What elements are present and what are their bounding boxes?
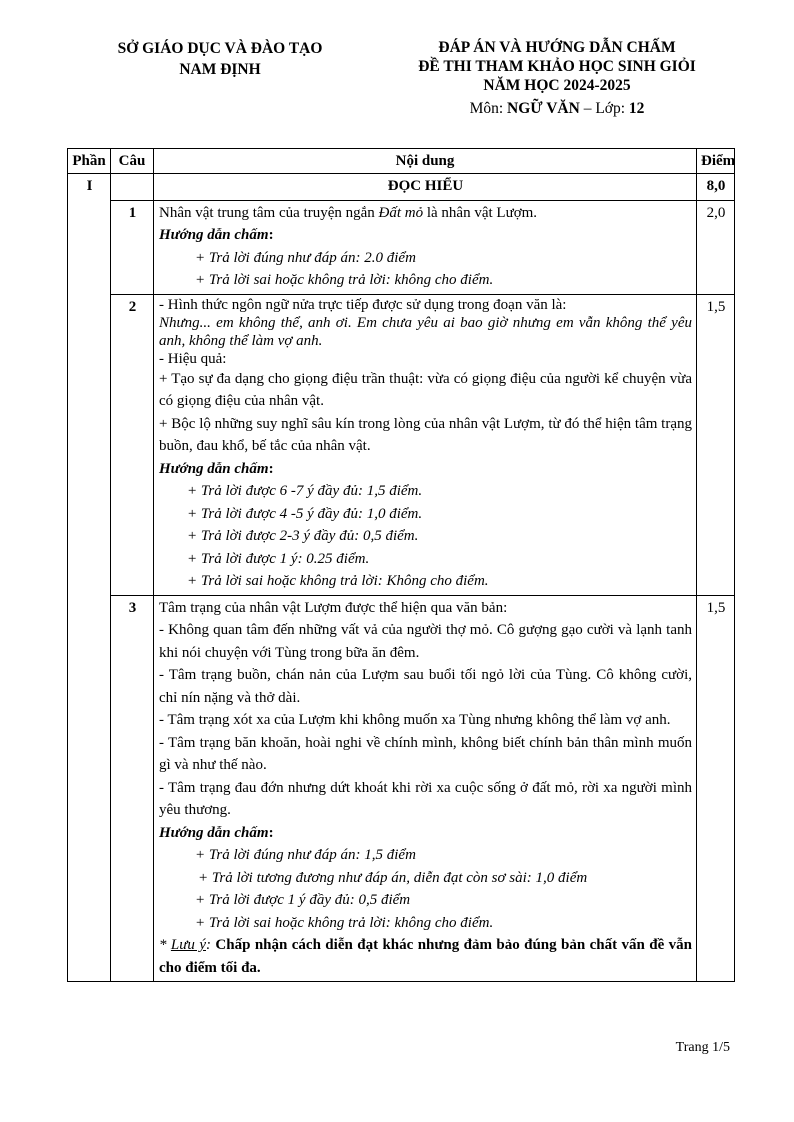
guide-heading: [159, 458, 692, 481]
section-empty-cell: [111, 174, 154, 201]
guide-title: Hướng dẫn chấm: [159, 824, 269, 841]
answer-intro: Tâm trạng của nhân vật Lượm được thể hiện qua văn bản:: [159, 599, 508, 616]
guide-item: + Trả lời được 4 -5 ý đầy đủ: 1,0 điểm.: [187, 505, 423, 522]
grade-value: 12: [628, 100, 645, 117]
answer-text: [159, 202, 692, 225]
table-header-row: [68, 149, 735, 174]
guide-item: + Trả lời sai hoặc không trả lời: không cho điểm.: [195, 272, 494, 288]
effect-item: + Bộc lộ những suy nghĩ sâu kín trong lòng của nhân vật Lượm, từ đó thể hiện tâm trạng buồn, đau khổ, bế tắc của nhân vật.: [159, 415, 692, 454]
question-row-2: [68, 294, 735, 595]
section-row: [68, 174, 735, 201]
subject-sep: – Lớp:: [579, 100, 629, 117]
guide-item: + Trả lời đúng như đáp án: 1,5 điểm: [195, 847, 416, 863]
guide-heading: [159, 224, 692, 247]
doc-title-line-1: ĐÁP ÁN VÀ HƯỚNG DẪN CHẤM: [438, 39, 676, 56]
issuer-line-2: NAM ĐỊNH: [179, 61, 261, 78]
question-row-3: [68, 595, 735, 982]
section-score: 8,0: [697, 174, 735, 201]
subject-name: NGỮ VĂN: [507, 100, 580, 117]
subject-line: [372, 99, 742, 118]
doc-title-line-3: NĂM HỌC 2024-2025: [483, 77, 631, 94]
work-title: Đất mỏ: [378, 204, 424, 221]
note-text: Chấp nhận cách diễn đạt khác nhưng đảm bảo đúng bản chất vấn đề vẫn cho điểm tối đa.: [159, 937, 693, 976]
question-number: 3: [111, 595, 154, 982]
question-score: 2,0: [697, 200, 735, 294]
section-part: I: [68, 174, 111, 982]
col-content-header: Nội dung: [154, 149, 697, 174]
answer-bullet: - Tâm trạng đau đớn nhưng dứt khoát khi rời xa cuộc sống ở đất mỏ, rời xa người mình yêu thương.: [159, 779, 692, 818]
note-paragraph: [159, 934, 692, 979]
col-question-header: Câu: [111, 149, 154, 174]
question-content: [154, 200, 697, 294]
answer-bullet: - Tâm trạng buồn, chán nản của Lượm sau buổi tối ngỏ lời của Tùng. Cô không cười, chỉ nín nặng và thở dài.: [159, 667, 692, 706]
answer-suffix: là nhân vật Lượm.: [423, 204, 538, 221]
guide-title: Hướng dẫn chấm: [159, 460, 269, 477]
note-colon: :: [206, 937, 216, 953]
guide-item: + Trả lời sai hoặc không trả lời: không cho điểm.: [195, 914, 494, 931]
col-part-header: Phần: [68, 149, 111, 174]
guide-title: Hướng dẫn chấm: [159, 227, 269, 243]
doc-title-line-2: ĐỀ THI THAM KHẢO HỌC SINH GIỎI: [418, 58, 696, 75]
document-title-block: [372, 38, 742, 118]
answer-line: - Hình thức ngôn ngữ nửa trực tiếp được sử dụng trong đoạn văn là:: [159, 296, 567, 313]
guide-colon: :: [268, 227, 274, 243]
question-content: [154, 595, 697, 982]
issuer-line-1: SỞ GIÁO DỤC VÀ ĐÀO TẠO: [117, 40, 323, 57]
question-row-1: [68, 200, 735, 294]
question-content: [154, 294, 697, 595]
answer-bullet: - Tâm trạng băn khoăn, hoài nghi về chính mình, không biết chính bản thân mình muốn gì và như thế nào.: [159, 734, 692, 773]
note-star: *: [159, 937, 171, 953]
guide-item: + Trả lời được 6 -7 ý đầy đủ: 1,5 điểm.: [187, 483, 423, 499]
effect-heading: - Hiệu quả:: [159, 350, 227, 367]
guide-item: + Trả lời đúng như đáp án: 2.0 điểm: [195, 249, 416, 266]
guide-colon: :: [268, 824, 274, 841]
effect-item: + Tạo sự đa dạng cho giọng điệu trần thuật: vừa có giọng điệu của người kể chuyện vừa có giọng điệu của nhân vật.: [159, 370, 692, 409]
col-score-header: Điểm: [697, 149, 735, 174]
answer-bullet: - Tâm trạng xót xa của Lượm khi không muốn xa Tùng nhưng không thể làm vợ anh.: [159, 712, 671, 728]
note-label: Lưu ý: [170, 937, 206, 953]
question-number: 2: [111, 294, 154, 595]
guide-item: + Trả lời tương đương như đáp án, diễn đạt còn sơ sài: 1,0 điểm: [198, 869, 588, 886]
answer-prefix: Nhân vật trung tâm của truyện ngắn: [159, 204, 379, 221]
guide-item: + Trả lời được 1 ý: 0.25 điểm.: [187, 550, 370, 567]
question-number: 1: [111, 200, 154, 294]
question-score: 1,5: [697, 595, 735, 982]
guide-colon: :: [268, 460, 274, 477]
answer-table: [67, 148, 735, 982]
page-number: Trang 1/5: [675, 1040, 730, 1055]
issuer-header: [70, 38, 370, 80]
guide-item: + Trả lời được 1 ý đầy đủ: 0,5 điểm: [195, 892, 411, 908]
guide-item: + Trả lời sai hoặc không trả lời: Không cho điểm.: [187, 573, 489, 589]
subject-prefix: Môn:: [469, 100, 508, 117]
guide-heading: [159, 822, 692, 845]
question-score: 1,5: [697, 294, 735, 595]
quoted-passage: Nhưng... em không thể, anh ơi. Em chưa yêu ai bao giờ nhưng em vẫn không thể yêu anh, không thể làm vợ anh.: [159, 314, 692, 349]
answer-bullet: - Không quan tâm đến những vất vả của người thợ mỏ. Cô gượng gạo cười và lạnh tanh khi nói chuyện với Tùng trong bữa ăn đêm.: [159, 622, 692, 661]
section-title: ĐỌC HIỂU: [154, 174, 697, 201]
guide-item: + Trả lời được 2-3 ý đầy đủ: 0,5 điểm.: [187, 528, 419, 544]
